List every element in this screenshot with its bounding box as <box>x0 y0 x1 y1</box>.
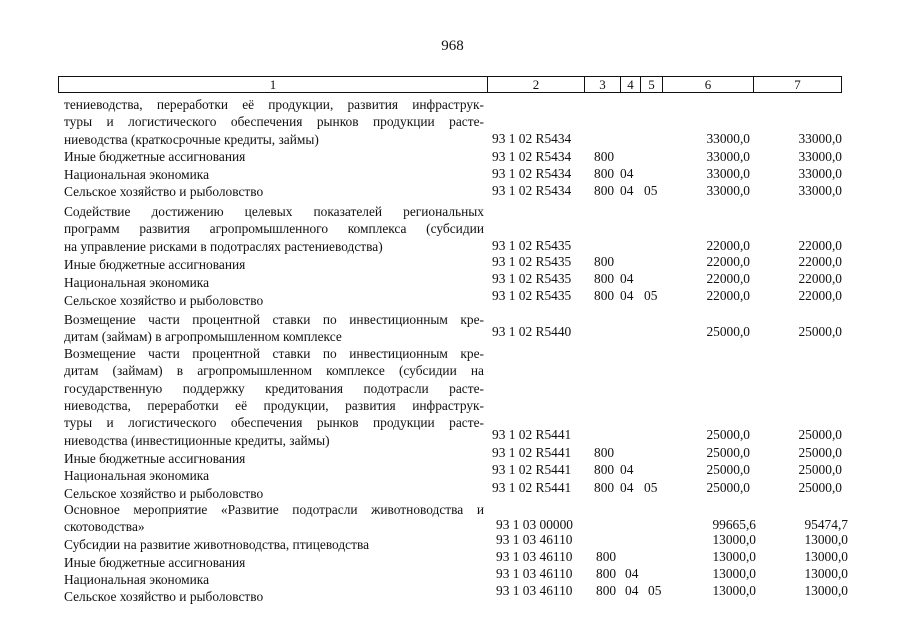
header-col-2: 2 <box>487 77 584 92</box>
amount-year-2: 22000,0 <box>798 271 842 286</box>
target-article-code: 93 1 02 R5441 <box>492 445 572 460</box>
row-description-line: скотоводства» <box>64 519 145 535</box>
amount-year-1: 13000,0 <box>712 532 756 547</box>
header-col-7: 7 <box>753 77 841 92</box>
expense-type-code: 800 <box>596 583 617 598</box>
section-code: 04 <box>620 183 634 198</box>
amount-year-1: 33000,0 <box>706 166 750 181</box>
target-article-code: 93 1 02 R5435 <box>492 288 572 303</box>
row-description-line: Национальная экономика <box>64 572 210 587</box>
expense-type-code: 800 <box>594 462 615 477</box>
subsection-code: 05 <box>644 183 658 198</box>
row-description-line: Сельское хозяйство и рыболовство <box>64 486 264 501</box>
row-description-line: тениеводства, переработки её продукции, развития инфраструк- <box>64 97 484 112</box>
amount-year-2: 13000,0 <box>804 532 848 547</box>
expense-type-code: 800 <box>594 149 615 164</box>
expense-type-code: 800 <box>594 166 615 181</box>
section-code: 04 <box>620 271 634 286</box>
amount-year-1: 22000,0 <box>706 288 750 303</box>
row-description-line: Национальная экономика <box>64 167 210 182</box>
section-code: 04 <box>625 583 639 598</box>
section-code: 04 <box>620 288 634 303</box>
row-description-line: Содействие достижению целевых показателей региональных <box>64 204 484 219</box>
target-article-code: 93 1 03 46110 <box>496 566 573 581</box>
target-article-code: 93 1 02 R5434 <box>492 149 572 164</box>
amount-year-1: 25000,0 <box>706 480 750 495</box>
amount-year-1: 25000,0 <box>706 445 750 460</box>
target-article-code: 93 1 03 46110 <box>496 532 573 547</box>
amount-year-1: 22000,0 <box>706 271 750 286</box>
header-col-3: 3 <box>584 77 620 92</box>
target-article-code: 93 1 02 R5441 <box>492 427 572 442</box>
amount-year-1: 33000,0 <box>706 131 750 146</box>
section-code: 04 <box>625 566 639 581</box>
amount-year-2: 13000,0 <box>804 583 848 598</box>
amount-year-2: 33000,0 <box>798 149 842 164</box>
target-article-code: 93 1 02 R5441 <box>492 480 572 495</box>
amount-year-2: 33000,0 <box>798 131 842 146</box>
row-description-line: Национальная экономика <box>64 275 210 290</box>
row-description-line: Возмещение части процентной ставки по инвестиционным кре- <box>64 346 484 361</box>
section-code: 04 <box>620 166 634 181</box>
row-description-line: Иные бюджетные ассигнования <box>64 451 246 466</box>
amount-year-2: 25000,0 <box>798 480 842 495</box>
row-description-line: туры и логистического обеспечения рынков продукции расте- <box>64 114 484 130</box>
subsection-code: 05 <box>644 480 658 495</box>
amount-year-2: 25000,0 <box>798 445 842 460</box>
row-description-line: Субсидии на развитие животноводства, птицеводства <box>64 537 370 552</box>
expense-type-code: 800 <box>594 271 615 286</box>
amount-year-2: 33000,0 <box>798 183 842 198</box>
amount-year-2: 95474,7 <box>804 517 848 532</box>
row-description-line: программ развития агропромышленного комплекса (субсидии <box>64 221 484 237</box>
amount-year-2: 22000,0 <box>798 238 842 253</box>
row-description-line: дитам (займам) в агропромышленном комплексе <box>64 329 342 345</box>
target-article-code: 93 1 03 00000 <box>496 517 573 532</box>
amount-year-2: 13000,0 <box>804 549 848 564</box>
section-code: 04 <box>620 480 634 495</box>
amount-year-1: 99665,6 <box>712 517 756 532</box>
amount-year-1: 33000,0 <box>706 149 750 164</box>
target-article-code: 93 1 03 46110 <box>496 549 573 564</box>
amount-year-1: 13000,0 <box>712 583 756 598</box>
row-description-line: Иные бюджетные ассигнования <box>64 555 246 570</box>
header-col-5: 5 <box>640 77 662 92</box>
row-description-line: Сельское хозяйство и рыболовство <box>64 589 264 604</box>
row-description-line: ниеводства, переработки её продукции, развития инфраструк- <box>64 397 484 413</box>
section-code: 04 <box>620 462 634 477</box>
target-article-code: 93 1 02 R5434 <box>492 183 572 198</box>
expense-type-code: 800 <box>596 566 617 581</box>
amount-year-1: 13000,0 <box>712 566 756 581</box>
row-description-line: Возмещение части процентной ставки по инвестиционным кре- <box>64 312 484 327</box>
row-description-line: Сельское хозяйство и рыболовство <box>64 293 264 308</box>
row-description-line: Национальная экономика <box>64 468 210 483</box>
subsection-code: 05 <box>644 288 658 303</box>
target-article-code: 93 1 03 46110 <box>496 583 573 598</box>
header-col-4: 4 <box>620 77 640 92</box>
target-article-code: 93 1 02 R5435 <box>492 254 572 269</box>
expense-type-code: 800 <box>594 254 615 269</box>
amount-year-1: 25000,0 <box>706 324 750 339</box>
subsection-code: 05 <box>648 583 662 598</box>
row-description-line: дитам (займам) в агропромышленном комплексе (субсидии на <box>64 363 484 379</box>
row-description-line: ниеводства (инвестиционные кредиты, займы) <box>64 432 330 448</box>
amount-year-2: 13000,0 <box>804 566 848 581</box>
row-description-line: Иные бюджетные ассигнования <box>64 149 246 164</box>
amount-year-2: 25000,0 <box>798 462 842 477</box>
page-number: 968 <box>441 38 464 54</box>
row-description-line: ниеводства (краткосрочные кредиты, займы) <box>64 131 319 147</box>
expense-type-code: 800 <box>594 480 615 495</box>
amount-year-2: 22000,0 <box>798 288 842 303</box>
amount-year-2: 22000,0 <box>798 254 842 269</box>
target-article-code: 93 1 02 R5434 <box>492 131 572 146</box>
row-description-line: государственную поддержку кредитования подотрасли расте- <box>64 380 484 396</box>
expense-type-code: 800 <box>596 549 617 564</box>
amount-year-2: 33000,0 <box>798 166 842 181</box>
header-col-6: 6 <box>662 77 753 92</box>
header-col-1: 1 <box>269 77 277 92</box>
amount-year-1: 22000,0 <box>706 254 750 269</box>
amount-year-1: 25000,0 <box>706 462 750 477</box>
target-article-code: 93 1 02 R5441 <box>492 462 572 477</box>
amount-year-1: 25000,0 <box>706 427 750 442</box>
row-description-line: туры и логистического обеспечения рынков продукции расте- <box>64 415 484 431</box>
amount-year-2: 25000,0 <box>798 427 842 442</box>
amount-year-1: 22000,0 <box>706 238 750 253</box>
row-description-line: Сельское хозяйство и рыболовство <box>64 184 264 199</box>
target-article-code: 93 1 02 R5435 <box>492 238 572 253</box>
target-article-code: 93 1 02 R5440 <box>492 324 572 339</box>
row-description-line: Основное мероприятие «Развитие подотрасли животноводства и <box>64 502 484 517</box>
expense-type-code: 800 <box>594 445 615 460</box>
target-article-code: 93 1 02 R5434 <box>492 166 572 181</box>
amount-year-1: 13000,0 <box>712 549 756 564</box>
amount-year-1: 33000,0 <box>706 183 750 198</box>
expense-type-code: 800 <box>594 183 615 198</box>
row-description-line: Иные бюджетные ассигнования <box>64 257 246 272</box>
expense-type-code: 800 <box>594 288 615 303</box>
target-article-code: 93 1 02 R5435 <box>492 271 572 286</box>
amount-year-2: 25000,0 <box>798 324 842 339</box>
row-description-line: на управление рисками в подотраслях растениеводства) <box>64 238 383 254</box>
